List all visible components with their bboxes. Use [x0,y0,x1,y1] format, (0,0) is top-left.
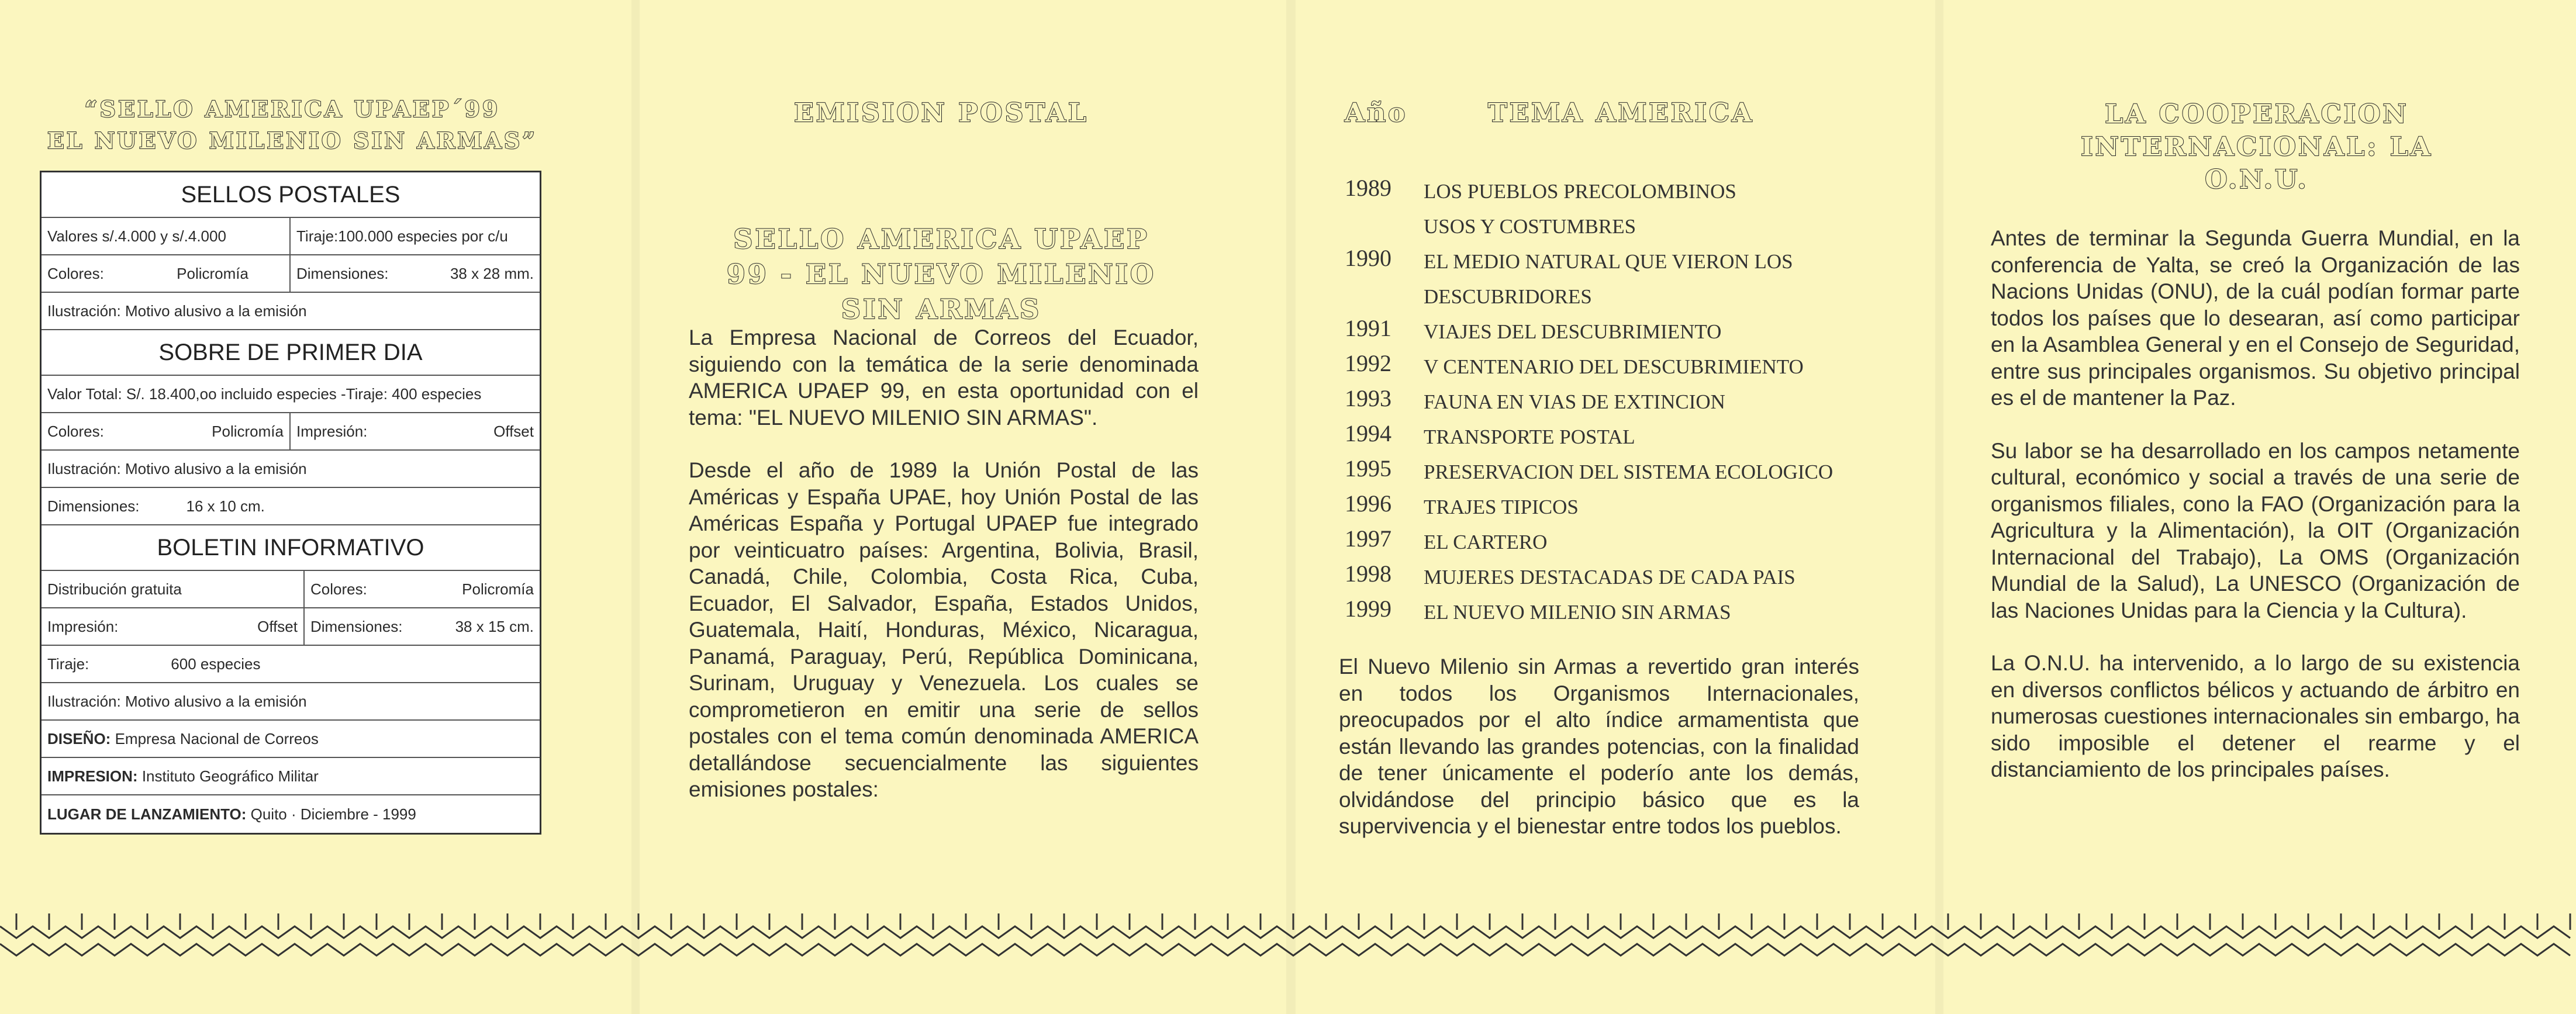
table-cell: Valores s/.4.000 y s/.4.000 [47,227,226,245]
theme-title: LOS PUEBLOS PRECOLOMBINOS [1424,180,1736,203]
cell-value: Offset [493,422,534,440]
section-title: SELLOS POSTALES [42,172,540,218]
cell-value: 600 especies [171,655,261,673]
theme-title: TRAJES TIPICOS [1424,496,1579,518]
cell-value: 38 x 15 cm. [455,617,534,635]
subheader-line: SIN ARMAS [841,293,1042,325]
panel2-subheader [678,222,1204,327]
panel2-header: EMISION POSTAL [794,98,1089,128]
cell-value: Instituto Geográfico Militar [141,767,319,785]
theme-row [1345,314,1833,349]
zigzag-line [0,926,2570,938]
subheader-line: 99 - EL NUEVO MILENIO [726,258,1156,290]
table-cell [42,721,540,757]
section-title: SOBRE DE PRIMER DIA [42,330,540,376]
table-cell [289,413,540,449]
table-row [42,413,540,451]
theme-row [1345,349,1833,385]
table-cell [42,255,289,292]
table-row [42,218,540,255]
table-row [42,683,540,721]
table-cell: Ilustración: Motivo alusivo a la emisión [47,459,307,477]
cell-value: 16 x 10 cm. [186,497,265,515]
fold-line [1935,0,1943,1014]
theme-year: 1990 [1345,245,1391,271]
table-row [42,758,540,795]
theme-title: FAUNA EN VIAS DE EXTINCION [1424,390,1725,413]
cell-label: Impresión: [296,422,368,440]
theme-column-header: TEMA AMERICA [1488,98,1755,128]
table-cell [42,608,303,645]
theme-year: 1995 [1345,455,1391,482]
table-row [42,721,540,758]
cell-value: Policromía [177,264,248,282]
paragraph: Su labor se ha desarrollado en los campos netamente cultural, económico y social a través de una serie de organismos filiales, cono la FAO (Organización para la Agricultura y la Alimentación), la OIT (Organización Internacional del Trabajo), La OMS (Organización Mundial de la Salud), La UNESCO (Organización de las Naciones Unidas para la Ciencia y la Cultura). [1991,438,2520,622]
table-row [42,571,540,608]
fold-line [1286,0,1296,1014]
panel2-body [689,324,1199,829]
cell-label: Colores: [47,422,104,440]
subheader-line: SELLO AMERICA UPAEP [733,223,1149,255]
table-cell [42,413,289,449]
theme-row [1345,209,1833,244]
cell-label: IMPRESION: [47,767,138,785]
header-line: EL NUEVO MILENIO SIN ARMAS” [47,127,538,154]
table-row [42,255,540,293]
year-column-header: Año [1345,98,1408,128]
theme-list [1345,174,1833,630]
table-row [42,451,540,488]
cell-value: Policromía [212,422,284,440]
paragraph: La O.N.U. ha intervenido, a lo largo de su existencia en diversos conflictos bélicos y actuando de árbitro en numerosas cuestiones internacionales sin embargo, ha sido imposible el detener el rearme y el distanciamiento de los principales países. [1991,651,2520,781]
header-line: LA COOPERACION [2105,99,2409,129]
theme-title: TRANSPORTE POSTAL [1424,425,1635,448]
panel4-header [1988,98,2526,196]
theme-year: 1997 [1345,525,1391,552]
theme-title: MUJERES DESTACADAS DE CADA PAIS [1424,566,1795,589]
theme-row [1345,490,1833,525]
cell-label: Tiraje: [47,655,89,673]
theme-year: 1994 [1345,420,1391,447]
table-row [42,376,540,413]
table-row [42,293,540,330]
theme-row [1345,595,1833,630]
table-cell [42,758,540,794]
theme-title: V CENTENARIO DEL DESCUBRIMIENTO [1424,355,1804,378]
table-row [42,488,540,525]
theme-year: 1998 [1345,560,1391,587]
panel3-body [1339,653,1859,866]
theme-title: EL MEDIO NATURAL QUE VIERON LOS [1424,250,1793,273]
details-table [40,171,541,835]
theme-title: DESCUBRIDORES [1424,285,1592,308]
decorative-border [0,909,2576,961]
theme-year: 1991 [1345,315,1391,341]
table-cell: Tiraje:100.000 especies por c/u [289,218,540,254]
paragraph: Desde el año de 1989 la Unión Postal de las Américas y España UPAE, hoy Unión Postal de las Américas España y Portugal UPAEP fue integrado por veinticuatro países: Argentina, Bolivia, Brasil, Canadá, Chile, Colombia, Costa Rica, Cuba, Ecuador, El Salvador, España, Estados Unidos, Guatemala, Haití, Honduras, México, Nicaragua, Panamá, Paraguay, Perú, República Dominicana, Surinam, Uruguay y Venezuela. Los cuales se comprometieron en emitir una serie de sellos postales con el tema común denominada AMERICA detallándose secuencialmente las siguientes emisiones postales: [689,458,1199,801]
table-cell [42,646,540,682]
cell-label: Colores: [310,580,367,598]
cell-label: Colores: [47,264,104,282]
table-cell: Ilustración: Motivo alusivo a la emisión [47,692,307,710]
paragraph: El Nuevo Milenio sin Armas a revertido gran interés en todos los Organismos Internacionales, preocupados por el alto índice armamentista que están llevando las grandes potencias, con la finalidad de tener únicamente el poderío ante los demás, olvidándose del principio básico que es la supervivencia y el bienestar entre todos los pueblos. [1339,655,1859,838]
theme-row [1345,525,1833,560]
cell-label: LUGAR DE LANZAMIENTO: [47,805,247,823]
table-row [42,795,540,833]
cell-value: 38 x 28 mm. [450,264,534,282]
theme-year: 1996 [1345,490,1391,517]
cell-label: Dimensiones: [310,617,403,635]
theme-title: PRESERVACION DEL SISTEMA ECOLOGICO [1424,461,1833,483]
theme-year: 1992 [1345,350,1391,376]
cell-value: Offset [257,617,298,635]
cell-label: Impresión: [47,617,119,635]
theme-row [1345,279,1833,314]
theme-row [1345,420,1833,455]
section-title: BOLETIN INFORMATIVO [42,525,540,571]
zigzag-line [0,944,2570,956]
panel4-body [1991,225,2520,809]
cell-value: Empresa Nacional de Correos [115,729,319,747]
header-line: “SELLO AMERICA UPAEP´99 [84,96,500,122]
cell-label: Dimensiones: [296,264,389,282]
header-line: O.N.U. [2205,165,2309,195]
table-cell [42,488,540,524]
fold-line [631,0,640,1014]
theme-year: 1999 [1345,596,1391,622]
theme-year: 1989 [1345,175,1391,201]
panel-emision-postal [678,0,1204,801]
cell-label: Dimensiones: [47,497,140,515]
panel-stamp-details [23,0,561,823]
header-line: INTERNACIONAL: LA [2081,132,2433,162]
theme-title: VIAJES DEL DESCUBRIMIENTO [1424,320,1722,343]
theme-title: EL NUEVO MILENIO SIN ARMAS [1424,601,1731,624]
table-cell [289,255,540,292]
cell-value: Quito · Diciembre - 1999 [250,805,416,823]
theme-row [1345,174,1833,209]
table-cell [303,571,540,607]
theme-row [1345,560,1833,595]
table-cell [303,608,540,645]
table-cell: Ilustración: Motivo alusivo a la emisión [47,302,307,320]
table-cell: Distribución gratuita [47,580,182,598]
paragraph: Antes de terminar la Segunda Guerra Mundial, en la conferencia de Yalta, se creó la Organización de las Nacions Unidas (ONU), de la cuál podían formar parte todos los países que lo desearan, así como participar en la Asamblea General y en el Consejo de Seguridad, entre sus principales organismos. Su objetivo principal es el de mantener la Paz. [1991,226,2520,410]
table-cell [42,795,540,833]
theme-row [1345,385,1833,420]
theme-row [1345,244,1833,279]
table-row [42,608,540,646]
paragraph: La Empresa Nacional de Correos del Ecuador, siguiendo con la temática de la serie denominada AMERICA UPAEP 99, en esta oportunidad con el tema: "EL NUEVO MILENIO SIN ARMAS". [689,326,1199,430]
panel1-header [23,94,561,157]
theme-title: USOS Y COSTUMBRES [1424,215,1636,238]
panel-onu [1988,0,2526,781]
cell-label: DISEÑO: [47,729,111,747]
table-row [42,646,540,683]
table-cell: Valor Total: S/. 18.400,oo incluido especies -Tiraje: 400 especies [47,385,482,403]
theme-year: 1993 [1345,385,1391,411]
cell-value: Policromía [462,580,534,598]
theme-row [1345,455,1833,490]
theme-title: EL CARTERO [1424,531,1548,553]
